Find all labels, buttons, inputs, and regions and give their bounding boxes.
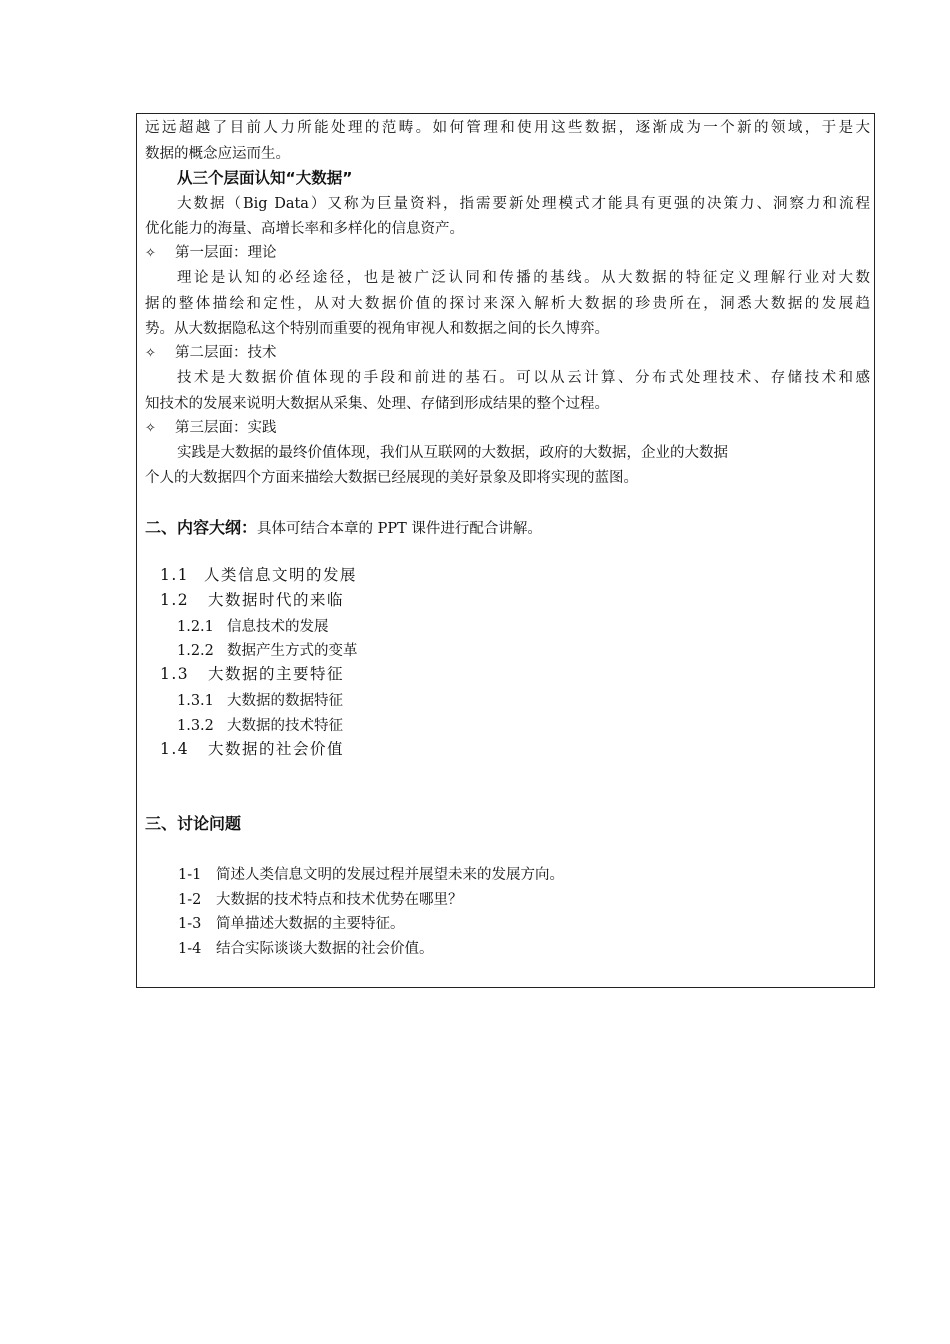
outline-item-number: 1.3 xyxy=(160,665,190,683)
level-1-line-2: 据的整体描绘和定性，从对大数据价值的探讨来深入解析大数据的珍贵所在，洞悉大数据的发展趋 xyxy=(145,296,870,312)
level-2-line-1: 技术是大数据价值体现的手段和前进的基石。可以从云计算、分布式处理技术、存储技术和感 xyxy=(177,370,870,386)
outline-item xyxy=(160,590,885,610)
level-1-title-text: 第一层面：理论 xyxy=(175,245,277,261)
discussion-item-number: 1-4 xyxy=(178,941,202,957)
outline-item-title: 数据产生方式的变革 xyxy=(227,643,358,659)
outline-item-title: 大数据的社会价值 xyxy=(208,740,345,758)
diamond-bullet-icon: ✧ xyxy=(145,346,156,361)
outline-subitem xyxy=(177,691,902,711)
level-3-line-2: 个人的大数据四个方面来描绘大数据已经展现的美好景象及即将实现的蓝图。 xyxy=(145,470,638,486)
level-2-title-text: 第二层面：技术 xyxy=(175,345,277,361)
discussion-item-text: 大数据的技术特点和技术优势在哪里？ xyxy=(216,892,463,908)
discussion-heading: 三、讨论问题 xyxy=(145,814,242,833)
outline-item-number: 1.2.2 xyxy=(177,643,214,659)
discussion-item-number: 1-2 xyxy=(178,892,202,908)
intro-line-2: 数据的概念应运而生。 xyxy=(145,146,290,162)
discussion-item xyxy=(178,865,903,885)
level-2-line-2: 知技术的发展来说明大数据从采集、处理、存储到形成结果的整个过程。 xyxy=(145,396,609,412)
discussion-item xyxy=(178,890,903,910)
level-3-line-1: 实践是大数据的最终价值体现，我们从互联网的大数据，政府的大数据，企业的大数据 xyxy=(177,445,728,461)
level-1-title xyxy=(145,243,870,264)
outline-item-number: 1.4 xyxy=(160,740,190,758)
discussion-item-text: 结合实际谈谈大数据的社会价值。 xyxy=(216,941,434,957)
outline-item-number: 1.3.2 xyxy=(177,718,214,734)
level-1-line-3: 势。从大数据隐私这个特别而重要的视角审视人和数据之间的长久博弈。 xyxy=(145,321,609,337)
discussion-item xyxy=(178,914,903,934)
definition-line-1: 大数据（Big Data）又称为巨量资料，指需要新处理模式才能具有更强的决策力、洞察力和流程 xyxy=(177,196,870,212)
definition-line-2: 优化能力的海量、高增长率和多样化的信息资产。 xyxy=(145,221,464,237)
outline-item-title: 人类信息文明的发展 xyxy=(204,566,358,584)
discussion-item-number: 1-3 xyxy=(178,916,202,932)
outline-item-number: 1.1 xyxy=(160,566,190,584)
outline-subitem xyxy=(177,641,902,661)
discussion-item xyxy=(178,939,903,959)
outline-heading xyxy=(145,518,870,539)
outline-item-title: 大数据的主要特征 xyxy=(208,665,345,683)
diamond-bullet-icon: ✧ xyxy=(145,246,156,261)
outline-item-title: 信息技术的发展 xyxy=(227,619,329,635)
outline-item xyxy=(160,739,885,759)
outline-subitem xyxy=(177,617,902,637)
outline-item-title: 大数据的技术特征 xyxy=(227,718,343,734)
outline-item-number: 1.3.1 xyxy=(177,693,214,709)
diamond-bullet-icon: ✧ xyxy=(145,421,156,436)
outline-heading-text: 二、内容大纲： xyxy=(145,518,258,537)
discussion-item-number: 1-1 xyxy=(178,867,202,883)
outline-item xyxy=(160,565,885,585)
outline-item-title: 大数据的数据特征 xyxy=(227,693,343,709)
discussion-item-text: 简述人类信息文明的发展过程并展望未来的发展方向。 xyxy=(216,867,564,883)
outline-note: 具体可结合本章的 PPT 课件进行配合讲解。 xyxy=(257,521,542,537)
outline-item-number: 1.2.1 xyxy=(177,619,214,635)
outline-item xyxy=(160,664,885,684)
level-2-title xyxy=(145,343,870,364)
outline-item-title: 大数据时代的来临 xyxy=(208,591,345,609)
level-3-title xyxy=(145,418,870,439)
outline-subitem xyxy=(177,716,902,736)
outline-item-number: 1.2 xyxy=(160,591,190,609)
level-1-line-1: 理论是认知的必经途径，也是被广泛认同和传播的基线。从大数据的特征定义理解行业对大数 xyxy=(177,270,870,286)
intro-line-1: 远远超越了目前人力所能处理的范畴。如何管理和使用这些数据，逐渐成为一个新的领域，于是大 xyxy=(145,120,870,136)
section-heading: 从三个层面认知“大数据” xyxy=(177,169,353,187)
discussion-item-text: 简单描述大数据的主要特征。 xyxy=(216,916,405,932)
level-3-title-text: 第三层面：实践 xyxy=(175,420,277,436)
